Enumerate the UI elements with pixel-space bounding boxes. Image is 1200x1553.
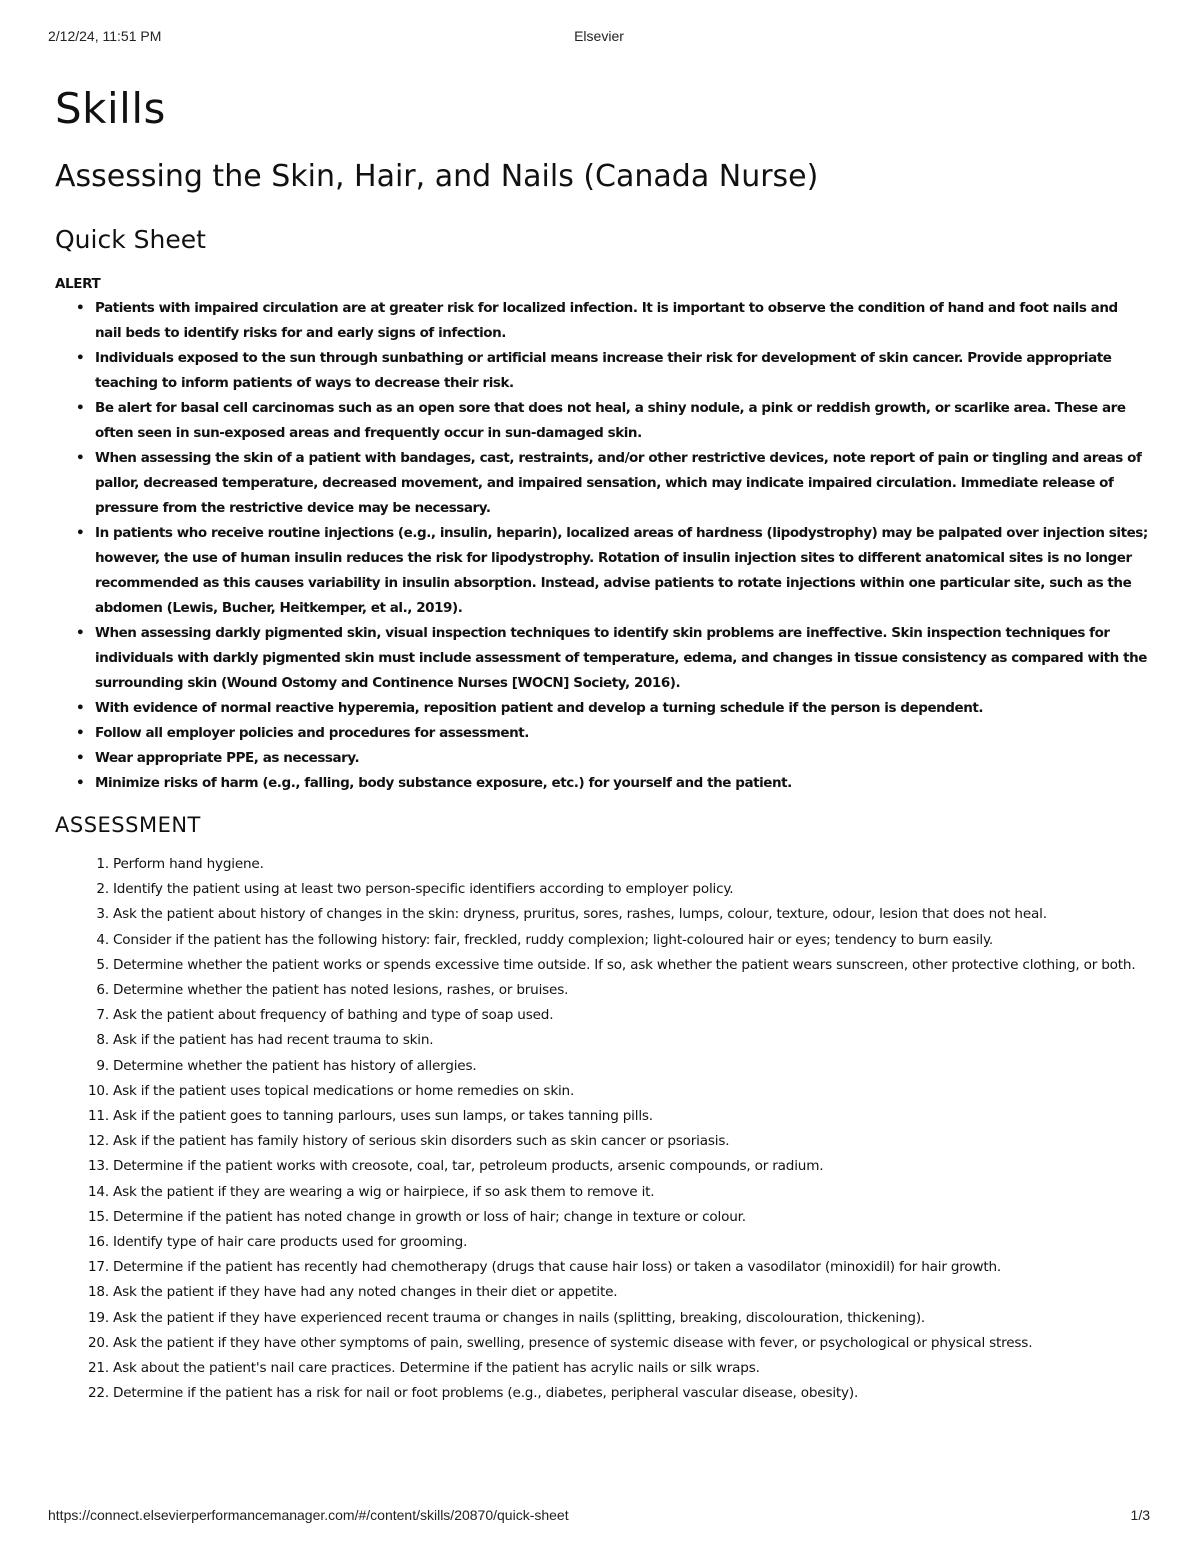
assessment-step bbox=[55, 1180, 1152, 1205]
assessment-step bbox=[55, 1306, 1152, 1331]
step-text: Determine if the patient has noted change in growth or loss of hair; change in texture or colour. bbox=[113, 1208, 746, 1225]
step-text: Ask if the patient has family history of serious skin disorders such as skin cancer or psoriasis. bbox=[113, 1133, 730, 1150]
page-url: https://connect.elsevierperformancemanager.com/#/content/skills/20870/quick-sheet bbox=[48, 1507, 569, 1523]
step-number: 16. bbox=[87, 1234, 109, 1251]
assessment-step bbox=[55, 978, 1152, 1003]
document-content bbox=[55, 78, 1152, 1406]
step-number: 5. bbox=[96, 956, 109, 973]
step-number: 15. bbox=[87, 1208, 109, 1225]
alert-item bbox=[55, 721, 1152, 746]
step-number: 4. bbox=[96, 931, 109, 948]
alert-item-text: When assessing the skin of a patient with bandages, cast, restraints, and/or other restrictive devices, note report of pain or tingling and areas of pallor, decreased temperature, decreased movement, and impaired sensation, which may indicate impaired circulation. Immediate release of pressure from the restrictive device may be necessary. bbox=[95, 450, 1142, 516]
step-number: 17. bbox=[87, 1259, 109, 1276]
step-text: Ask if the patient has had recent trauma to skin. bbox=[113, 1032, 434, 1049]
step-text: Determine if the patient has recently had chemotherapy (drugs that cause hair loss) or taken a vasodilator (minoxidil) for hair growth. bbox=[113, 1259, 1002, 1276]
step-number: 19. bbox=[87, 1309, 109, 1326]
step-number: 22. bbox=[87, 1385, 109, 1402]
bullet-icon: • bbox=[76, 750, 85, 766]
page-number: 1/3 bbox=[1130, 1507, 1150, 1523]
alert-item-text: Follow all employer policies and procedures for assessment. bbox=[95, 725, 529, 741]
step-number: 10. bbox=[87, 1082, 109, 1099]
step-text: Determine whether the patient has noted lesions, rashes, or bruises. bbox=[113, 982, 569, 999]
step-number: 3. bbox=[96, 906, 109, 923]
assessment-step bbox=[55, 1104, 1152, 1129]
assessment-step bbox=[55, 1255, 1152, 1280]
bullet-icon: • bbox=[76, 625, 85, 641]
step-number: 8. bbox=[96, 1032, 109, 1049]
assessment-step bbox=[55, 852, 1152, 877]
bullet-icon: • bbox=[76, 300, 85, 316]
step-text: Determine whether the patient works or spends excessive time outside. If so, ask whether the patient wears sunscreen, other protective clothing, or both. bbox=[113, 956, 1136, 973]
alert-label: ALERT bbox=[55, 276, 101, 292]
assessment-step bbox=[55, 953, 1152, 978]
alert-item-text: Individuals exposed to the sun through sunbathing or artificial means increase their risk for development of skin cancer. Provide appropriate teaching to inform patients of ways to decrease their risk. bbox=[95, 350, 1112, 391]
assessment-step bbox=[55, 1028, 1152, 1053]
step-text: Identify the patient using at least two person-specific identifiers according to employer policy. bbox=[113, 881, 734, 898]
assessment-step bbox=[55, 1230, 1152, 1255]
step-number: 7. bbox=[96, 1007, 109, 1024]
step-number: 2. bbox=[96, 881, 109, 898]
skill-title: Assessing the Skin, Hair, and Nails (Canada Nurse) bbox=[55, 159, 819, 194]
step-text: Ask the patient if they have had any noted changes in their diet or appetite. bbox=[113, 1284, 618, 1301]
bullet-icon: • bbox=[76, 525, 85, 541]
print-footer bbox=[48, 1507, 1150, 1527]
step-number: 13. bbox=[87, 1158, 109, 1175]
step-text: Ask the patient if they are wearing a wig or hairpiece, if so ask them to remove it. bbox=[113, 1183, 655, 1200]
assessment-step bbox=[55, 1079, 1152, 1104]
assessment-step bbox=[55, 877, 1152, 902]
assessment-step bbox=[55, 1054, 1152, 1079]
step-text: Identify type of hair care products used for grooming. bbox=[113, 1234, 468, 1251]
alert-item bbox=[55, 346, 1152, 396]
alert-item bbox=[55, 771, 1152, 796]
assessment-step bbox=[55, 1003, 1152, 1028]
alert-item-text: Patients with impaired circulation are at greater risk for localized infection. It is important to observe the condition of hand and foot nails and nail beds to identify risks for and early signs of infection. bbox=[95, 300, 1118, 341]
step-text: Ask the patient if they have experienced recent trauma or changes in nails (splitting, breaking, discolouration, thickening). bbox=[113, 1309, 926, 1326]
step-text: Perform hand hygiene. bbox=[113, 856, 264, 872]
step-number: 11. bbox=[87, 1108, 109, 1125]
step-text: Determine if the patient has a risk for nail or foot problems (e.g., diabetes, peripheral vascular disease, obesity). bbox=[113, 1385, 859, 1402]
print-site-name: Elsevier bbox=[574, 28, 624, 44]
assessment-list bbox=[55, 852, 1152, 1406]
step-text: Ask about the patient's nail care practices. Determine if the patient has acrylic nails or silk wraps. bbox=[113, 1360, 760, 1377]
bullet-icon: • bbox=[76, 700, 85, 716]
bullet-icon: • bbox=[76, 400, 85, 416]
alert-list bbox=[55, 296, 1152, 796]
alert-item-text: Be alert for basal cell carcinomas such as an open sore that does not heal, a shiny nodule, a pink or reddish growth, or scarlike area. These are often seen in sun-exposed areas and frequently occur in sun-damaged skin. bbox=[95, 400, 1126, 441]
alert-item bbox=[55, 521, 1152, 621]
alert-item bbox=[55, 696, 1152, 721]
step-text: Ask the patient about history of changes in the skin: dryness, pruritus, sores, rashes, lumps, colour, texture, odour, lesion that does not heal. bbox=[113, 906, 1047, 923]
step-text: Determine if the patient works with creosote, coal, tar, petroleum products, arsenic compounds, or radium. bbox=[113, 1158, 824, 1175]
assessment-step bbox=[55, 1356, 1152, 1381]
print-header bbox=[48, 28, 1150, 48]
step-text: Ask if the patient goes to tanning parlours, uses sun lamps, or takes tanning pills. bbox=[113, 1108, 653, 1125]
alert-item bbox=[55, 446, 1152, 521]
step-number: 12. bbox=[87, 1133, 109, 1150]
step-number: 18. bbox=[87, 1284, 109, 1301]
step-number: 14. bbox=[87, 1183, 109, 1200]
alert-item bbox=[55, 396, 1152, 446]
assessment-step bbox=[55, 928, 1152, 953]
alert-item bbox=[55, 296, 1152, 346]
step-number: 21. bbox=[87, 1360, 109, 1377]
assessment-step bbox=[55, 1205, 1152, 1230]
step-number: 20. bbox=[87, 1334, 109, 1351]
alert-item bbox=[55, 621, 1152, 696]
assessment-title: ASSESSMENT bbox=[55, 813, 201, 837]
page-heading: Skills bbox=[55, 84, 166, 133]
sheet-title: Quick Sheet bbox=[55, 225, 206, 254]
step-text: Determine whether the patient has history of allergies. bbox=[113, 1057, 477, 1074]
alert-item bbox=[55, 746, 1152, 771]
print-date: 2/12/24, 11:51 PM bbox=[48, 28, 162, 44]
bullet-icon: • bbox=[76, 350, 85, 366]
step-text: Consider if the patient has the following history: fair, freckled, ruddy complexion; light-coloured hair or eyes; tendency to burn easily. bbox=[113, 931, 994, 948]
step-text: Ask the patient if they have other symptoms of pain, swelling, presence of systemic disease with fever, or psychological or physical stress. bbox=[113, 1334, 1033, 1351]
step-text: Ask if the patient uses topical medications or home remedies on skin. bbox=[113, 1082, 575, 1099]
step-text: Ask the patient about frequency of bathing and type of soap used. bbox=[113, 1007, 554, 1024]
alert-item-text: Minimize risks of harm (e.g., falling, body substance exposure, etc.) for yourself and the patient. bbox=[95, 775, 792, 791]
bullet-icon: • bbox=[76, 725, 85, 741]
assessment-step bbox=[55, 1280, 1152, 1305]
alert-item-text: In patients who receive routine injections (e.g., insulin, heparin), localized areas of hardness (lipodystrophy) may be palpated over injection sites; however, the use of human insulin reduces the risk for lipodystrophy. Rotation of insulin injection sites to different anatomical sites is no longer recommended as this causes variability in insulin absorption. Instead, advise patients to rotate injections within one particular site, such as the abdomen (Lewis, Bucher, Heitkemper, et al., 2019). bbox=[95, 525, 1148, 616]
assessment-step bbox=[55, 1381, 1152, 1406]
bullet-icon: • bbox=[76, 775, 85, 791]
step-number: 1. bbox=[96, 856, 109, 872]
alert-item-text: When assessing darkly pigmented skin, visual inspection techniques to identify skin problems are ineffective. Skin inspection techniques for individuals with darkly pigmented skin must include assessment of temperature, edema, and changes in tissue consistency as compared with the surrounding skin (Wound Ostomy and Continence Nurses [WOCN] Society, 2016). bbox=[95, 625, 1147, 691]
step-number: 9. bbox=[96, 1057, 109, 1074]
alert-item-text: Wear appropriate PPE, as necessary. bbox=[95, 750, 360, 766]
bullet-icon: • bbox=[76, 450, 85, 466]
assessment-step bbox=[55, 1129, 1152, 1154]
alert-item-text: With evidence of normal reactive hyperemia, reposition patient and develop a turning schedule if the person is dependent. bbox=[95, 700, 984, 716]
assessment-step bbox=[55, 902, 1152, 927]
assessment-step bbox=[55, 1331, 1152, 1356]
assessment-step bbox=[55, 1154, 1152, 1179]
step-number: 6. bbox=[96, 982, 109, 999]
